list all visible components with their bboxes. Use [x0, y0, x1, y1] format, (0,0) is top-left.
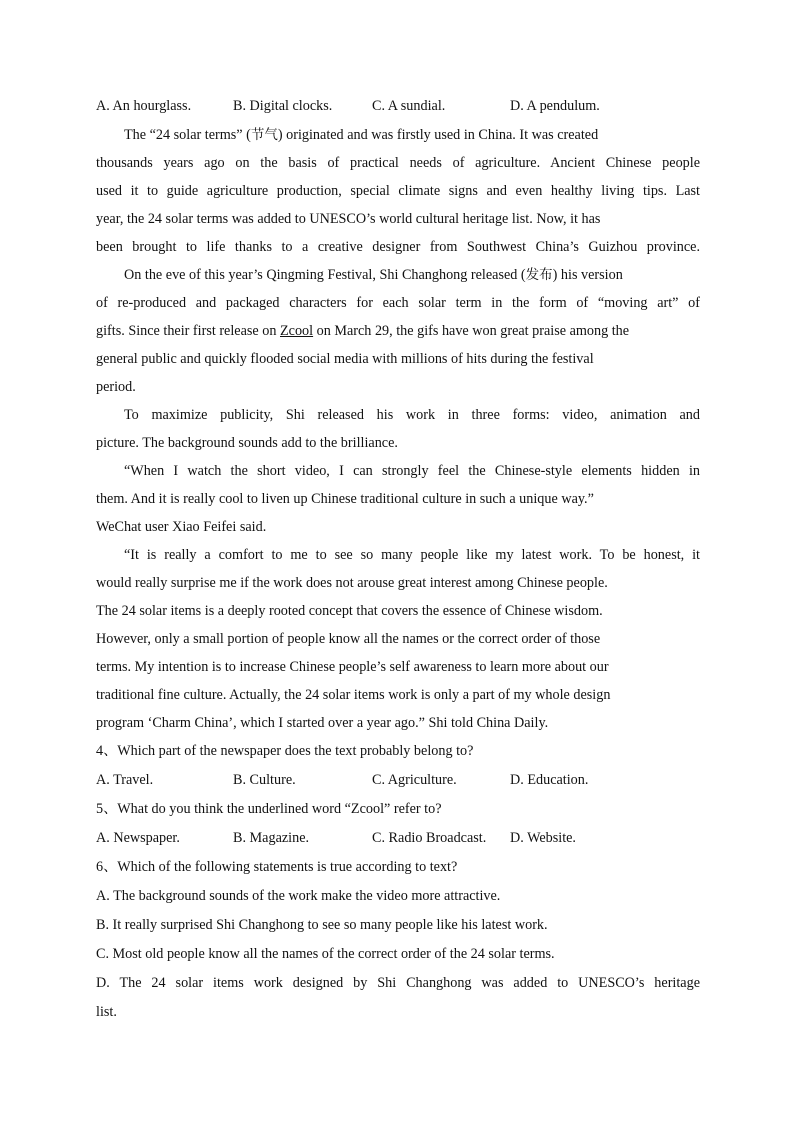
paragraph-1 [96, 121, 700, 261]
paragraph-3 [96, 401, 700, 457]
chinese-gloss: 发布 [525, 267, 553, 283]
option-a[interactable]: A. Newspaper. [96, 830, 180, 846]
option-a[interactable]: A. An hourglass. [96, 98, 192, 114]
option-c[interactable]: C. Agriculture. [372, 772, 457, 788]
option-d[interactable]: D. The 24 solar items work designed by Shi Changhong was added to UNESCO’s heritage [96, 975, 700, 991]
passage-line: On the eve of this year’s Qingming Festival, Shi Changhong released (发布) his version [124, 267, 623, 283]
passage-line: gifts. Since their first release on Zcool on March 29, the gifs have won great praise among the [96, 323, 630, 339]
option-c[interactable]: C. A sundial. [372, 98, 446, 114]
passage-line: However, only a small portion of people know all the names or the correct order of those [96, 631, 601, 647]
option-a[interactable]: A. Travel. [96, 772, 154, 788]
passage-line: been brought to life thanks to a creative designer from Southwest China’s Guizhou province. [96, 239, 700, 255]
passage-line: traditional fine culture. Actually, the 24 solar items work is only a part of my whole design [96, 687, 611, 703]
passage-line: them. And it is really cool to liven up Chinese traditional culture in such a unique way.” [96, 491, 594, 507]
option-c[interactable]: C. Radio Broadcast. [372, 830, 487, 846]
passage-line: picture. The background sounds add to the brilliance. [96, 435, 398, 451]
option-a[interactable]: A. The background sounds of the work make the video more attractive. [96, 888, 501, 904]
passage-line: WeChat user Xiao Feifei said. [96, 519, 267, 535]
question-stem: 5、What do you think the underlined word “Zcool” refer to? [96, 801, 442, 817]
option-d[interactable]: D. Education. [510, 772, 589, 788]
passage-line: terms. My intention is to increase Chinese people’s self awareness to learn more about our [96, 659, 609, 675]
underlined-word-zcool: Zcool [280, 323, 314, 339]
passage-line: To maximize publicity, Shi released his work in three forms: video, animation and [124, 407, 700, 423]
passage-line: used it to guide agriculture production, special climate signs and even healthy living tips. Last [96, 183, 700, 199]
option-d[interactable]: D. A pendulum. [510, 98, 600, 114]
previous-question-options [96, 92, 700, 121]
passage-line: of re-produced and packaged characters for each solar term in the form of “moving art” of [96, 295, 700, 311]
passage-line: “It is really a comfort to me to see so many people like my latest work. To be honest, it [124, 547, 700, 563]
passage-line: general public and quickly flooded social media with millions of hits during the festival [96, 351, 594, 367]
passage-line: The “24 solar terms” (节气) originated and was firstly used in China. It was created [124, 127, 599, 143]
option-b[interactable]: B. Culture. [233, 772, 296, 788]
document-page [96, 92, 700, 1027]
option-d[interactable]: D. Website. [510, 830, 576, 846]
passage-line: “When I watch the short video, I can strongly feel the Chinese-style elements hidden in [124, 463, 700, 479]
passage-line: program ‘Charm China’, which I started over a year ago.” Shi told China Daily. [96, 715, 549, 731]
passage [96, 121, 700, 737]
option-b[interactable]: B. Magazine. [233, 830, 310, 846]
paragraph-2 [96, 261, 700, 401]
passage-line: The 24 solar items is a deeply rooted concept that covers the essence of Chinese wisdom. [96, 603, 603, 619]
passage-line: would really surprise me if the work does not arouse great interest among Chinese people. [96, 575, 608, 591]
paragraph-4 [96, 457, 700, 541]
chinese-gloss: 节气 [250, 127, 278, 143]
option-b[interactable]: B. Digital clocks. [233, 98, 333, 114]
option-d-continuation: list. [96, 1004, 117, 1020]
option-c[interactable]: C. Most old people know all the names of the correct order of the 24 solar terms. [96, 946, 555, 962]
paragraph-5 [96, 541, 700, 737]
question-options [96, 766, 700, 795]
question-5 [96, 795, 700, 853]
passage-line: thousands years ago on the basis of practical needs of agriculture. Ancient Chinese people [96, 155, 700, 171]
question-options [96, 824, 700, 853]
question-stem: 4、Which part of the newspaper does the text probably belong to? [96, 743, 474, 759]
question-4 [96, 737, 700, 795]
passage-line: year, the 24 solar terms was added to UNESCO’s world cultural heritage list. Now, it has [96, 211, 601, 227]
passage-line: period. [96, 379, 136, 395]
question-stem: 6、Which of the following statements is true according to text? [96, 859, 458, 875]
question-6 [96, 853, 700, 1027]
option-b[interactable]: B. It really surprised Shi Changhong to see so many people like his latest work. [96, 917, 548, 933]
